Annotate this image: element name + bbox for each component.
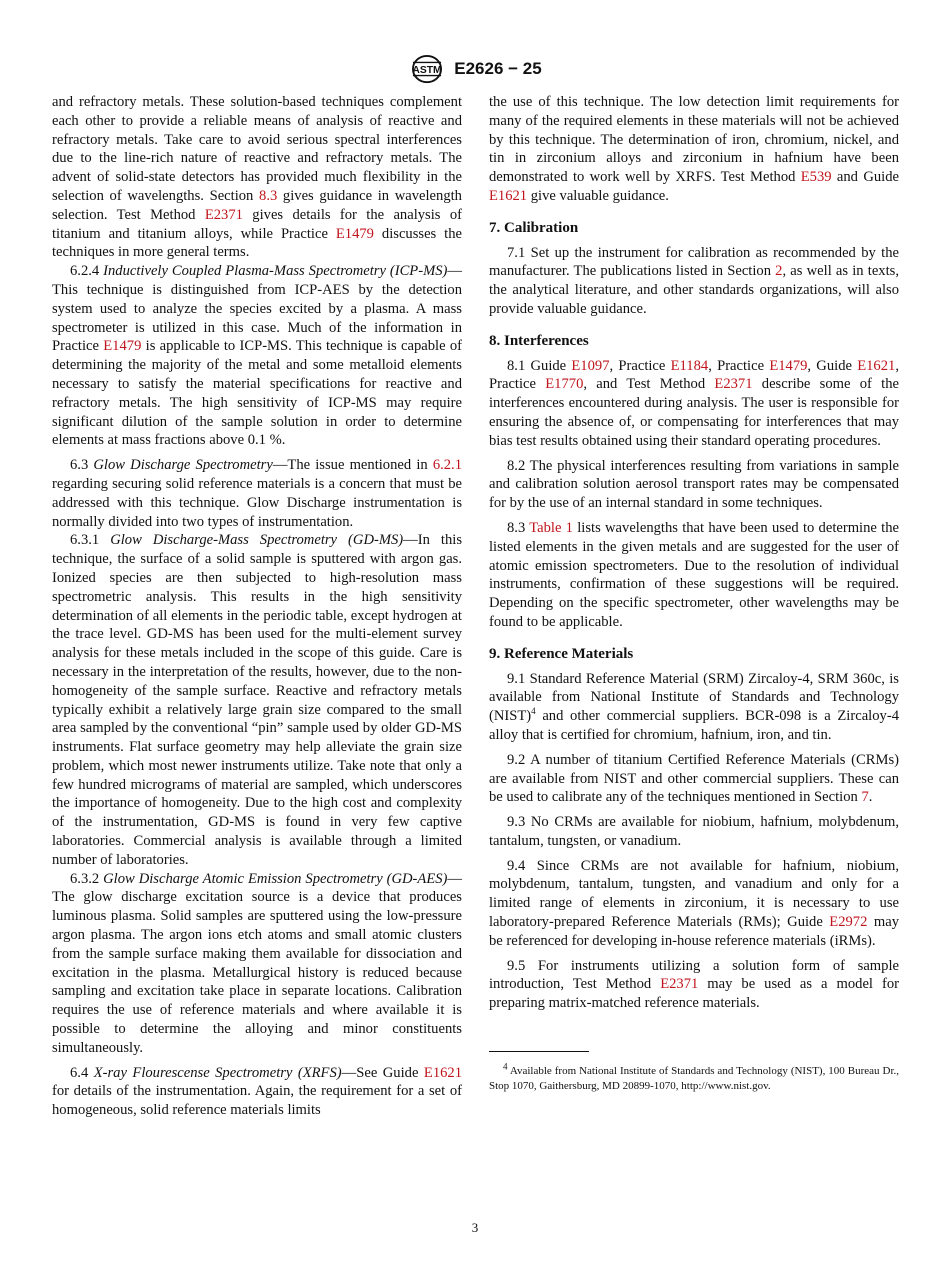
link-e2972[interactable]: E2972 (829, 914, 868, 931)
paragraph-7-1: 7.1 Set up the instrument for calibration as recommended by the manufacturer. The publications listed in Section 2, as well as in texts, the analytical literature, and other standards organizations, will also provide valuable guidance. (489, 244, 899, 317)
link-e1621[interactable]: E1621 (489, 187, 528, 204)
paragraph-9-2: 9.2 A number of titanium Certified Reference Materials (CRMs) are available from NIST and other commercial suppliers. These can be used to calibrate any of the techniques mentioned in Section 7. (489, 751, 899, 806)
link-e1479[interactable]: E1479 (335, 225, 374, 242)
link-section-7[interactable]: 7 (861, 789, 869, 806)
right-column (489, 93, 899, 1094)
astm-logo-icon (408, 54, 446, 84)
link-e1621[interactable]: E1621 (423, 1064, 463, 1081)
footnote-4: $^4$ Available from National Institute of Standards and Technology (NIST), 100 Bureau Dr., Stop 1070, Gaithersburg, MD 20899-1070, http://www.nist.gov. (489, 1061, 899, 1093)
paragraph-9-1: 9.1 Standard Reference Material (SRM) Zircaloy-4, SRM 360c, is available from National Institute of Standards and Technology (NIST)$^4$ and other commercial suppliers. BCR-098 is a Zircaloy-4 alloy that is certified for chromium, hafnium, iron, and tin. (489, 670, 899, 743)
section-heading-reference-materials: 9. Reference Materials (489, 645, 634, 662)
paragraph-6-2-4: 6.2.4 Inductively Coupled Plasma-Mass Spectrometry (ICP-MS)—This technique is distinguished from ICP-AES by the detection system used to analyze the species excited by a plasma. A mass spectrometer is utilized in this case. Much of the information in Practice E1479 is applicable to ICP-MS. This technique is capable of determining the majority of the metal and some metalloid elements necessary to satisfy the material specifications for reactive and refractory metals. The high sensitivity of ICP-MS may require significant dilution of the sample solution in order to determine elements at mass fractions above 0.1 %. (52, 263, 462, 449)
link-table-1[interactable]: Table 1 (529, 519, 573, 536)
footnote-divider (489, 1051, 589, 1052)
link-e539[interactable]: E539 (800, 169, 832, 186)
paragraph-9-4: 9.4 Since CRMs are not available for hafnium, niobium, molybdenum, tantalum, tungsten, and vanadium and only for a limited range of elements in zirconium, it is necessary to use laboratory-prepared Reference Materials (RMs); Guide E2972 may be referenced for developing in-house reference materials (iRMs). (489, 857, 899, 949)
section-heading-interferences: 8. Interferences (489, 332, 589, 349)
link-e1621[interactable]: E1621 (857, 357, 896, 374)
left-column (52, 93, 462, 1120)
paragraph-6-2-3-continued: and refractory metals. These solution-based techniques complement each other to provide a reliable means of analysis of reactive and refractory metals. Take care to avoid serious spectral interferences due to the line-rich nature of reactive and refractory metals. The advent of solid-state detectors has provided much flexibility in the selection of wavelengths. Section 8.3 gives guidance in wavelength selection. Test Method E2371 gives details for the analysis of titanium and titanium alloys, while Practice E1479 discusses the techniques in more general terms. (52, 94, 462, 261)
paragraph-9-3: 9.3 No CRMs are available for niobium, hafnium, molybdenum, tantalum, tungsten, or vanadium. (489, 814, 899, 849)
link-section-2[interactable]: 2 (775, 263, 783, 280)
paragraph-9-5: 9.5 For instruments utilizing a solution form of sample introduction, Test Method E2371 may be used as a model for preparing matrix-matched reference materials. (489, 957, 899, 1012)
paragraph-6-4-continued: the use of this technique. The low detection limit requirements for many of the required elements in these materials will not be achieved by this technique. The determination of iron, chromium, nickel, and tin in zirconium alloys and zirconium in hafnium have been demonstrated to work well by XRFS. Test Method E539 and Guide E1621 give valuable guidance. (489, 94, 899, 204)
link-e2371[interactable]: E2371 (714, 376, 753, 393)
svg-text:ASTM: ASTM (412, 64, 442, 76)
link-e1184[interactable]: E1184 (670, 357, 709, 374)
footnote-ref-4[interactable]: 4 (531, 706, 536, 717)
paragraph-8-2: 8.2 The physical interferences resulting from variations in sample and calibration solution aerosol transport rates may be compensated for by the use of an internal standard in some techniques. (489, 457, 899, 512)
link-e1479[interactable]: E1479 (103, 338, 142, 355)
link-e2371[interactable]: E2371 (660, 976, 699, 993)
page-header (0, 52, 950, 86)
paragraph-8-1: 8.1 Guide E1097, Practice E1184, Practice E1479, Guide E1621, Practice E1770, and Test Method E2371 describe some of the interferences encountered during analysis. The user is responsible for ensuring the absence of, or compensating for interferences that may bias test results obtained using their standard operating procedures. (489, 357, 899, 449)
paragraph-6-3-2: 6.3.2 Glow Discharge Atomic Emission Spectrometry (GD-AES)—The glow discharge excitation source is a device that produces luminous plasma. Solid samples are sputtered using the low-pressure argon plasma. The argon ions etch atoms and small atomic clusters from the sample surface making them available for dissociation and excitation in the plasma. Metallurgical history is reduced because sampling and excitation take place in separate locations. Calibration requires the use of reference materials and where available it is possible to determine the alloying and minor constituents simultaneously. (52, 870, 462, 1056)
link-e1479[interactable]: E1479 (769, 357, 808, 374)
paragraph-6-3: 6.3 Glow Discharge Spectrometry—The issue mentioned in 6.2.1 regarding securing solid reference materials is a concern that must be addressed with this technique. Glow Discharge instrumentation is normally divided into two types of instrumentation. (52, 457, 462, 530)
link-e1770[interactable]: E1770 (545, 376, 584, 393)
link-e2371[interactable]: E2371 (204, 206, 243, 223)
link-e1097[interactable]: E1097 (571, 357, 610, 374)
document-designation: E2626 − 25 (454, 59, 542, 78)
paragraph-6-3-1: 6.3.1 Glow Discharge-Mass Spectrometry (GD-MS)—In this technique, the surface of a solid sample is sputtered with argon gas. Ionized species are then subjected to high-resolution mass spectrometric analysis. This results in the high sensitivity determination of all elements in the periodic table, except hydrogen at the trace level. GD-MS has been used for the multi-element survey analysis for these metals included in the scope of this guide. Care is necessary in the interpretation of the results, however, due to the non-homogeneity of the sample surface. Reactive and refractory metals typically exhibit a relatively large grain size compared to the small area sampled by the conventional “pin” sample used by older GD-MS instruments. Flat surface geometry may help alleviate the grain size problem, which most newer instruments utilize. Take note that only a few hundred micrograms of material are sampled, which underscores the importance of homogeneity. Due to the high cost and complexity of the instrumentation, GD-MS is found in very few captive laboratories. Commercial analysis is available through a limited number of laboratories. (52, 532, 462, 868)
link-section-8-3[interactable]: 8.3 (259, 187, 278, 204)
paragraph-6-4: 6.4 X-ray Flourescense Spectrometry (XRFS)—See Guide E1621 for details of the instrumentation. Again, the requirement for a set of homogeneous, solid reference materials limits (52, 1064, 463, 1119)
section-heading-calibration: 7. Calibration (489, 219, 579, 236)
link-section-6-2-1[interactable]: 6.2.1 (432, 457, 462, 474)
page-number: 3 (471, 1220, 479, 1235)
paragraph-8-3: 8.3 Table 1 lists wavelengths that have been used to determine the listed elements in the given metals and are suggested for the user of atomic emission spectrometers. Due to the resolution of individual instruments, confirmation of these suggestions will be required. Depending on the specific spectrometer, other wavelengths may be found to be applicable. (489, 519, 899, 630)
